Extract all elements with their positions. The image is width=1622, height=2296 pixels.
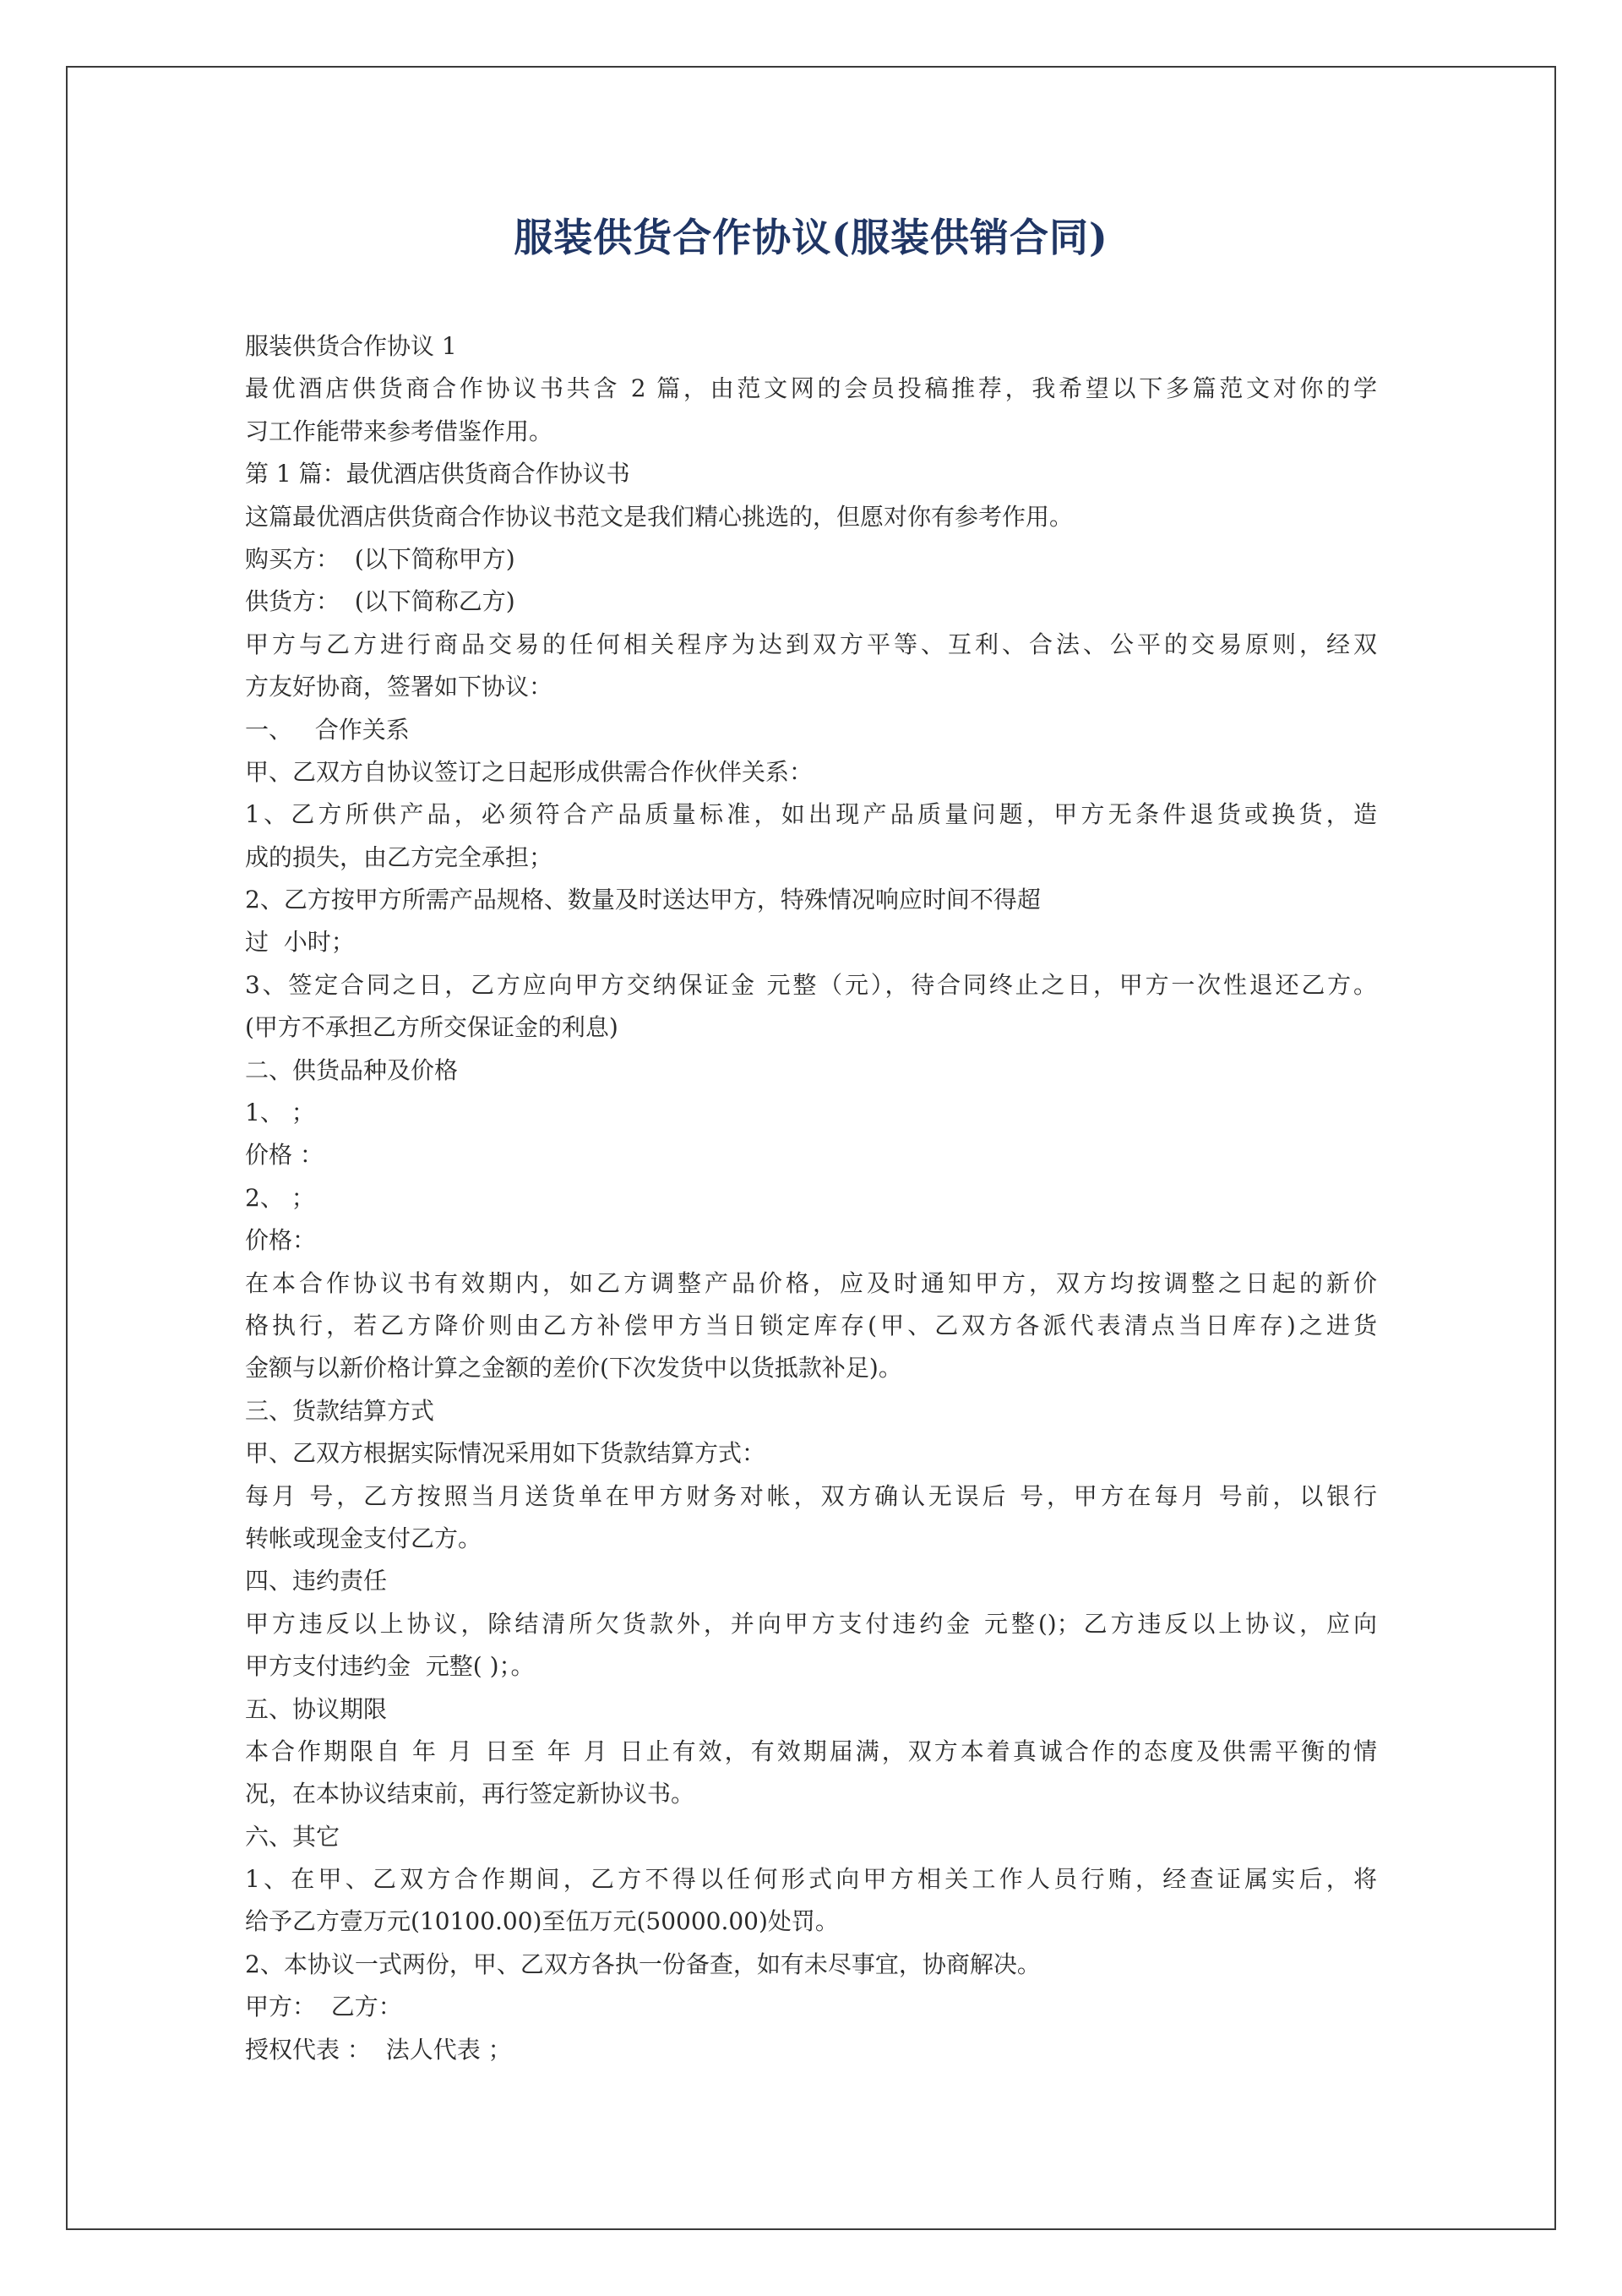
body-line: 每月 号，乙方按照当月送货单在甲方财务对帐，双方确认无误后 号，甲方在每月 号前，以银行	[245, 1481, 1377, 1510]
body-line: 本合作期限自 年 月 日至 年 月 日止有效，有效期届满，双方本着真诚合作的态度及供需平衡的情	[245, 1737, 1377, 1765]
body-line: 二、供货品种及价格	[245, 1055, 459, 1084]
body-line: 供货方： (以下简称乙方)	[245, 587, 515, 616]
body-line: 金额与以新价格计算之金额的差价(下次发货中以货抵款补足)。	[245, 1354, 902, 1383]
body-line: 给予乙方壹万元(10100.00)至伍万元(50000.00)处罚。	[245, 1907, 839, 1936]
body-line: 成的损失，由乙方完全承担；	[245, 843, 553, 871]
body-line: 1、 ；	[245, 1099, 315, 1127]
document-body	[245, 325, 1377, 2071]
body-line: 甲方： 乙方：	[245, 1993, 402, 2021]
body-line: 甲方支付违约金 元整( )；。	[245, 1652, 535, 1681]
body-line: 3、签定合同之日，乙方应向甲方交纳保证金 元整（元），待合同终止之日，甲方一次性退还乙方。	[245, 970, 1377, 999]
body-line: 价格：	[245, 1226, 317, 1255]
body-line: 服装供货合作协议 1	[245, 332, 457, 360]
body-line: 六、其它	[245, 1822, 340, 1851]
body-line: 价格 ：	[245, 1141, 324, 1170]
body-line: 第 1 篇：最优酒店供货商合作协议书	[245, 460, 630, 488]
body-line: 三、货款结算方式	[245, 1396, 435, 1425]
body-line: 况，在本协议结束前，再行签定新协议书。	[245, 1780, 695, 1808]
body-line: 1、乙方所供产品，必须符合产品质量标准，如出现产品质量问题，甲方无条件退货或换货，造	[245, 800, 1377, 829]
body-line: 在本合作协议书有效期内，如乙方调整产品价格，应及时通知甲方，双方均按调整之日起的新价	[245, 1268, 1377, 1297]
body-line: 甲方违反以上协议，除结清所欠货款外，并向甲方支付违约金 元整()；乙方违反以上协议，应向	[245, 1609, 1377, 1638]
body-line: 授权代表 ： 法人代表 ；	[245, 2035, 512, 2064]
body-line: 甲、乙双方根据实际情况采用如下货款结算方式：	[245, 1439, 766, 1468]
body-line: 1、在甲、乙双方合作期间，乙方不得以任何形式向甲方相关工作人员行贿，经查证属实后，将	[245, 1865, 1377, 1894]
body-line: 最优酒店供货商合作协议书共含 2 篇，由范文网的会员投稿推荐，我希望以下多篇范文对你的学	[245, 374, 1377, 403]
body-line: 转帐或现金支付乙方。	[245, 1524, 482, 1552]
body-line: 一、 合作关系	[245, 715, 410, 744]
body-line: 格执行，若乙方降价则由乙方补偿甲方当日锁定库存(甲、乙双方各派代表清点当日库存)之进货	[245, 1311, 1377, 1339]
body-line: 甲、乙双方自协议签订之日起形成供需合作伙伴关系：	[245, 757, 814, 786]
body-line: 购买方： (以下简称甲方)	[245, 544, 515, 573]
body-line: 2、乙方按甲方所需产品规格、数量及时送达甲方，特殊情况响应时间不得超	[245, 886, 1041, 914]
body-line: 五、协议期限	[245, 1694, 388, 1723]
body-line: 2、 ；	[245, 1183, 315, 1212]
body-line: 过 小时；	[245, 928, 355, 957]
body-line: (甲方不承担乙方所交保证金的利息)	[245, 1013, 618, 1042]
body-line: 四、违约责任	[245, 1567, 388, 1595]
document-title: 服装供货合作协议(服装供销合同)	[514, 215, 1108, 260]
body-line: 甲方与乙方进行商品交易的任何相关程序为达到双方平等、互利、合法、公平的交易原则，经双	[245, 630, 1377, 658]
body-line: 习工作能带来参考借鉴作用。	[245, 417, 553, 445]
body-line: 方友好协商，签署如下协议：	[245, 673, 553, 701]
body-line: 2、本协议一式两份，甲、乙双方各执一份备查，如有未尽事宜，协商解决。	[245, 1950, 1041, 1978]
body-line: 这篇最优酒店供货商合作协议书范文是我们精心挑选的，但愿对你有参考作用。	[245, 502, 1074, 531]
